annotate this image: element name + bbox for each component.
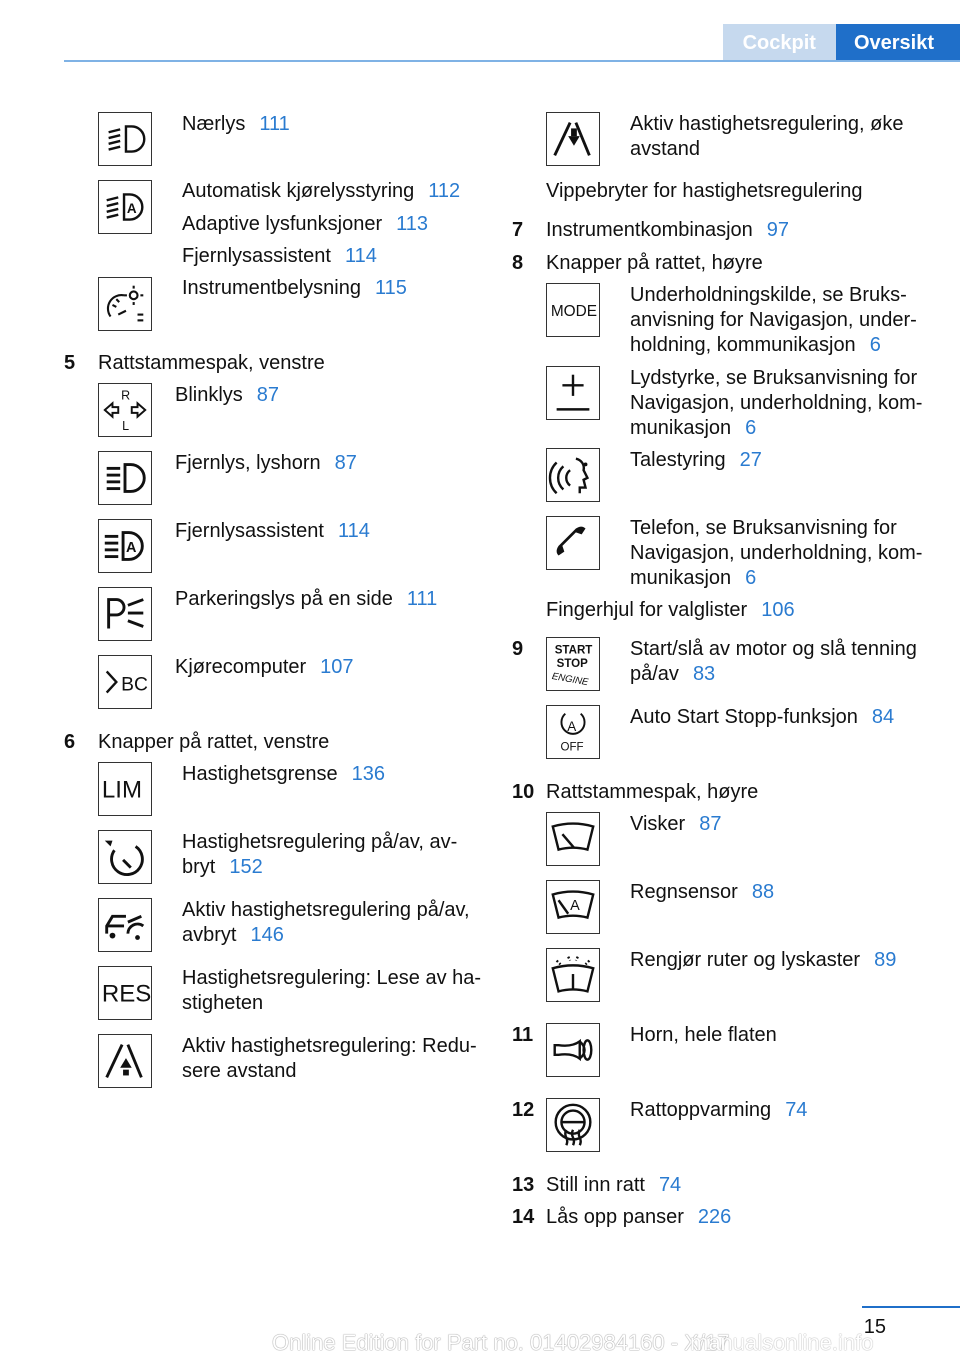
turn-signal-page-link[interactable]: 87: [256, 384, 280, 406]
tab-cockpit[interactable]: Cockpit: [723, 24, 836, 62]
telephone-page-link[interactable]: 6: [745, 567, 757, 589]
parking-light-label: Parkeringslys på en side: [175, 588, 393, 610]
volume-page-link[interactable]: 6: [745, 417, 757, 439]
volume-line1: Lydstyrke, se Bruksanvisning for: [630, 367, 918, 389]
active-cruise-icon[interactable]: [98, 898, 152, 952]
wiper-icon: [546, 812, 600, 866]
auto-headlight-icon: [98, 180, 152, 234]
wiper-label: Visker: [630, 813, 686, 835]
section-9-number: 9: [512, 638, 524, 660]
auto-a-glyph-2: A: [567, 719, 577, 735]
highbeam-assist-label-a: Fjernlysassistent: [182, 245, 331, 267]
adaptive-entry: [182, 212, 428, 237]
engine-glyph: ENGINE: [550, 671, 590, 689]
off-glyph: OFF: [560, 741, 584, 754]
cruise-control-entry: [182, 830, 457, 880]
washer-page-link[interactable]: 89: [874, 949, 897, 971]
steering-heat-page-link[interactable]: 74: [785, 1099, 808, 1121]
high-beam-assist-entry: [175, 519, 370, 544]
highbeam-assist-entry-a: [182, 244, 377, 269]
voice-control-page-link[interactable]: 27: [739, 449, 762, 471]
washer-icon: [546, 948, 600, 1002]
turn-signal-label: Blinklys: [175, 384, 243, 406]
auto-light-entry: [182, 179, 460, 204]
high-beam-assist-icon: [98, 519, 152, 573]
low-beam-icon: [98, 112, 152, 166]
hood-release-entry: [546, 1205, 731, 1230]
mode-line1: Underholdningskilde, se Bruks-: [630, 284, 907, 306]
high-beam-entry: [175, 451, 357, 476]
start-stop-line1: Start/slå av motor og slå tenning: [630, 638, 917, 660]
rain-sensor-label: Regnsensor: [630, 881, 738, 903]
low-beam-entry: [182, 112, 290, 137]
volume-line3: munikasjon: [630, 417, 732, 439]
tab-oversikt[interactable]: Oversikt: [836, 24, 960, 62]
voice-control-label: Talestyring: [630, 449, 726, 471]
section-6-number: 6: [64, 731, 76, 753]
speed-limiter-label: Hastighetsgrense: [182, 763, 338, 785]
telephone-line1: Telefon, se Bruksanvisning for: [630, 517, 897, 539]
onboard-computer-entry: [175, 655, 354, 680]
increase-distance-entry: [630, 112, 903, 162]
horn-label: Horn, hele flaten: [630, 1024, 777, 1046]
bc-glyph: BC: [121, 674, 148, 696]
section-6-title: Knapper på rattet, venstre: [98, 731, 330, 753]
speed-limiter-entry: [182, 762, 385, 787]
high-beam-page-link[interactable]: 87: [334, 452, 357, 474]
auto-light-page-link[interactable]: 112: [428, 180, 461, 202]
stop-glyph: STOP: [556, 657, 588, 670]
reduce-distance-line1: Aktiv hastighetsregulering: Redu-: [182, 1035, 477, 1057]
header-rule: [64, 60, 960, 62]
rain-a-glyph: A: [570, 897, 580, 914]
section-11-number: 11: [512, 1024, 534, 1046]
horn-icon: [546, 1023, 600, 1077]
adjust-wheel-page-link[interactable]: 74: [658, 1174, 682, 1196]
watermark: manualsonline.info: [690, 1330, 874, 1355]
res-glyph: RES: [101, 980, 151, 1008]
section-7-number: 7: [512, 219, 524, 241]
start-stop-button-icon[interactable]: [546, 637, 600, 691]
auto-start-stop-page-link[interactable]: 84: [871, 706, 895, 728]
steering-wheel-heating-icon[interactable]: [546, 1098, 600, 1152]
mode-line3: holdning, kommunikasjon: [630, 334, 856, 356]
section-10-number: 10: [512, 781, 535, 803]
section-10-title: Rattstammespak, høyre: [546, 781, 759, 803]
resume-speed-entry: [182, 966, 481, 1016]
high-beam-assist-page-link[interactable]: 114: [337, 520, 370, 542]
active-cruise-page-link[interactable]: 146: [250, 924, 284, 946]
start-stop-page-link[interactable]: 83: [692, 663, 716, 685]
auto-light-label: Automatisk kjørelysstyring: [182, 180, 415, 202]
mode-button-icon[interactable]: [546, 283, 600, 337]
hood-release-page-link[interactable]: 226: [697, 1206, 732, 1228]
thumbwheel-page-link[interactable]: 106: [761, 599, 795, 621]
wiper-page-link[interactable]: 87: [699, 813, 722, 835]
voice-control-icon[interactable]: [546, 448, 600, 502]
instrument-lighting-icon: [98, 277, 152, 331]
section-5-title: Rattstammespak, venstre: [98, 352, 325, 374]
parking-light-page-link[interactable]: 111: [406, 588, 438, 610]
auto-a-glyph: A: [126, 200, 137, 216]
reduce-distance-icon[interactable]: [98, 1034, 152, 1088]
page-number: 15: [863, 1316, 886, 1338]
parking-light-icon: [98, 587, 152, 641]
active-cruise-line2: avbryt: [182, 924, 237, 946]
section-7-page-link[interactable]: 97: [766, 219, 790, 241]
low-beam-page-link[interactable]: 111: [259, 113, 290, 135]
section-5-number: 5: [64, 352, 76, 374]
washer-label: Rengjør ruter og lyskaster: [630, 949, 861, 971]
adjust-wheel-entry: [546, 1173, 681, 1198]
reduce-distance-entry: [182, 1034, 477, 1084]
hood-release-label: Lås opp panser: [546, 1206, 684, 1228]
section-7-entry: [546, 218, 789, 243]
reduce-distance-line2: sere avstand: [182, 1060, 297, 1082]
high-beam-icon: [98, 451, 152, 505]
mode-entry: [630, 283, 917, 358]
resume-speed-line2: stigheten: [182, 992, 264, 1014]
edition-text: Online Edition for Part no. 01402984160 - X/17: [272, 1330, 730, 1355]
speed-limiter-icon[interactable]: [98, 762, 152, 816]
high-beam-label: Fjernlys, lyshorn: [175, 452, 321, 474]
telephone-line3: munikasjon: [630, 567, 732, 589]
instrument-lighting-page-link[interactable]: 115: [374, 277, 407, 299]
section-13-number: 13: [512, 1174, 535, 1196]
section-8-number: 8: [512, 252, 524, 274]
low-beam-label: Nærlys: [182, 113, 246, 135]
cruise-control-line1: Hastighetsregulering på/av, av-: [182, 831, 458, 853]
adjust-wheel-label: Still inn ratt: [546, 1174, 645, 1196]
onboard-computer-icon: [98, 655, 152, 709]
active-cruise-entry: [182, 898, 470, 948]
onboard-computer-label: Kjørecomputer: [175, 656, 307, 678]
cruise-control-page-link[interactable]: 152: [229, 856, 263, 878]
auto-start-stop-icon[interactable]: [546, 705, 600, 759]
auto-start-stop-label: Auto Start Stopp-funksjon: [630, 706, 858, 728]
instrument-lighting-label: Instrumentbelysning: [182, 277, 361, 299]
section-12-number: 12: [512, 1099, 535, 1121]
mode-glyph: MODE: [550, 302, 598, 320]
rain-sensor-entry: [630, 880, 774, 905]
washer-entry: [630, 948, 896, 973]
high-beam-assist-label: Fjernlysassistent: [175, 520, 324, 542]
onboard-computer-page-link[interactable]: 107: [320, 656, 354, 678]
adaptive-label: Adaptive lysfunksjoner: [182, 213, 383, 235]
footer-rule: [862, 1306, 960, 1308]
volume-entry: [630, 366, 922, 441]
volume-line2: Navigasjon, underholdning, kom-: [630, 392, 923, 414]
instrument-lighting-entry: [182, 276, 407, 301]
section-14-number: 14: [512, 1206, 535, 1228]
telephone-entry: [630, 516, 922, 591]
voice-control-entry: [630, 448, 762, 473]
adaptive-page-link[interactable]: 113: [396, 213, 428, 235]
parking-light-entry: [175, 587, 437, 612]
turn-r-glyph: R: [121, 388, 131, 403]
header-tabs: [723, 24, 960, 62]
mode-line2: anvisning for Navigasjon, under-: [630, 309, 917, 331]
active-cruise-line1: Aktiv hastighetsregulering på/av,: [182, 899, 470, 921]
rain-sensor-page-link[interactable]: 88: [751, 881, 775, 903]
section-7-label: Instrumentkombinasjon: [546, 219, 753, 241]
increase-distance-icon[interactable]: [546, 112, 600, 166]
thumbwheel-label: Fingerhjul for valglister: [546, 599, 748, 621]
auto-start-stop-entry: [630, 705, 894, 730]
rain-sensor-icon: [546, 880, 600, 934]
volume-icon[interactable]: [546, 366, 600, 420]
telephone-icon[interactable]: [546, 516, 600, 570]
start-stop-entry: [630, 637, 917, 687]
rocker-switch-text: Vippebryter for hastighetsregulering: [546, 180, 863, 202]
speed-limiter-page-link[interactable]: 136: [351, 763, 386, 785]
assist-a-glyph: A: [125, 539, 137, 556]
telephone-line2: Navigasjon, underholdning, kom-: [630, 542, 923, 564]
resume-speed-line1: Hastighetsregulering: Lese av ha-: [182, 967, 482, 989]
mode-page-link[interactable]: 6: [869, 334, 881, 356]
start-glyph: START: [554, 644, 593, 657]
section-8-title: Knapper på rattet, høyre: [546, 252, 763, 274]
turn-l-glyph: L: [122, 419, 130, 434]
steering-heat-label: Rattoppvarming: [630, 1099, 772, 1121]
turn-signal-entry: [175, 383, 279, 408]
start-stop-line2: på/av: [630, 663, 679, 685]
resume-speed-icon[interactable]: [98, 966, 152, 1020]
steering-heat-entry: [630, 1098, 807, 1123]
cruise-control-icon[interactable]: [98, 830, 152, 884]
cruise-control-line2: bryt: [182, 856, 216, 878]
increase-distance-line1: Aktiv hastighetsregulering, øke: [630, 113, 904, 135]
highbeam-assist-page-link-a[interactable]: 114: [344, 245, 377, 267]
thumbwheel-entry: [546, 598, 795, 623]
wiper-entry: [630, 812, 721, 837]
increase-distance-line2: avstand: [630, 138, 701, 160]
lim-glyph: LIM: [101, 776, 143, 804]
turn-signal-icon: [98, 383, 152, 437]
